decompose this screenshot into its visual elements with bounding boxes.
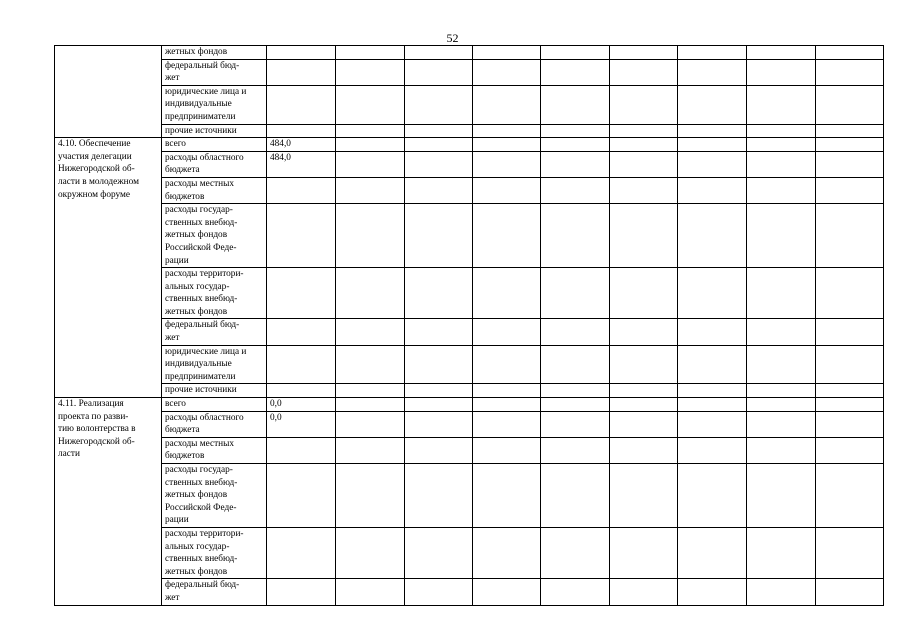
empty-cell	[610, 527, 678, 578]
table-row	[55, 398, 884, 412]
empty-cell	[541, 579, 610, 605]
empty-cell	[747, 398, 816, 412]
empty-cell	[541, 59, 610, 85]
text-line: жет	[165, 333, 180, 344]
empty-cell	[747, 319, 816, 345]
empty-cell	[541, 177, 610, 203]
empty-cell	[678, 177, 747, 203]
empty-cell	[541, 527, 610, 578]
amount-cell	[267, 437, 336, 463]
empty-cell	[336, 59, 405, 85]
empty-cell	[610, 138, 678, 152]
source-cell	[162, 59, 267, 85]
table-row	[55, 464, 884, 528]
text-line: бюджета	[165, 165, 200, 176]
empty-cell	[541, 345, 610, 384]
empty-cell	[816, 384, 884, 398]
amount-cell	[267, 345, 336, 384]
table-row	[55, 85, 884, 124]
text-line: всего	[165, 399, 186, 410]
empty-cell	[336, 411, 405, 437]
empty-cell	[678, 384, 747, 398]
empty-cell	[678, 411, 747, 437]
empty-cell	[336, 268, 405, 319]
text-line: жет	[165, 592, 180, 603]
source-cell	[162, 398, 267, 412]
empty-cell	[405, 268, 473, 319]
empty-cell	[405, 124, 473, 138]
empty-cell	[541, 411, 610, 437]
text-line: прочие источники	[165, 125, 237, 136]
empty-cell	[405, 177, 473, 203]
empty-cell	[747, 437, 816, 463]
empty-cell	[541, 384, 610, 398]
empty-cell	[816, 124, 884, 138]
empty-cell	[336, 398, 405, 412]
empty-cell	[610, 345, 678, 384]
empty-cell	[816, 437, 884, 463]
source-cell	[162, 138, 267, 152]
text-line: рации	[165, 515, 189, 526]
empty-cell	[405, 437, 473, 463]
empty-cell	[747, 384, 816, 398]
empty-cell	[405, 138, 473, 152]
empty-cell	[405, 411, 473, 437]
amount-cell	[267, 124, 336, 138]
empty-cell	[336, 464, 405, 528]
empty-cell	[747, 59, 816, 85]
table-row	[55, 579, 884, 605]
empty-cell	[473, 204, 541, 268]
empty-cell	[473, 411, 541, 437]
amount-cell	[267, 527, 336, 578]
amount-cell	[267, 319, 336, 345]
empty-cell	[610, 204, 678, 268]
empty-cell	[336, 138, 405, 152]
empty-cell	[336, 204, 405, 268]
empty-cell	[747, 124, 816, 138]
text-line: предприниматели	[165, 371, 236, 382]
text-line: рации	[165, 255, 189, 266]
text-line: 4.10. Обеспечение	[58, 139, 131, 150]
empty-cell	[541, 124, 610, 138]
empty-cell	[541, 138, 610, 152]
empty-cell	[473, 527, 541, 578]
text-line: жетных фондов	[165, 47, 228, 57]
text-line: бюджета	[165, 425, 200, 436]
empty-cell	[336, 345, 405, 384]
empty-cell	[816, 138, 884, 152]
text-line: бюджетов	[165, 451, 205, 462]
empty-cell	[405, 527, 473, 578]
empty-cell	[473, 319, 541, 345]
source-cell	[162, 204, 267, 268]
program-cell	[55, 398, 162, 606]
empty-cell	[473, 85, 541, 124]
text-line: ласти в молодежном	[58, 176, 140, 187]
empty-cell	[816, 85, 884, 124]
table-row	[55, 384, 884, 398]
empty-cell	[336, 579, 405, 605]
empty-cell	[747, 268, 816, 319]
empty-cell	[816, 204, 884, 268]
text-line: расходы государ-	[165, 465, 233, 475]
empty-cell	[747, 464, 816, 528]
empty-cell	[610, 85, 678, 124]
text-line: юридические лица и	[165, 346, 247, 357]
empty-cell	[678, 398, 747, 412]
empty-cell	[747, 46, 816, 60]
empty-cell	[473, 345, 541, 384]
empty-cell	[678, 464, 747, 528]
table-row	[55, 151, 884, 177]
empty-cell	[610, 46, 678, 60]
table-row	[55, 319, 884, 345]
source-cell	[162, 319, 267, 345]
program-cell	[55, 138, 162, 398]
empty-cell	[405, 345, 473, 384]
text-line: расходы областного	[165, 152, 244, 163]
empty-cell	[610, 124, 678, 138]
table-row	[55, 345, 884, 384]
empty-cell	[678, 527, 747, 578]
amount-cell: 0,0	[267, 411, 336, 437]
text-line: расходы государ-	[165, 205, 233, 216]
empty-cell	[678, 437, 747, 463]
text-line: федеральный бюд-	[165, 320, 240, 331]
text-line: расходы местных	[165, 178, 235, 189]
table-row	[55, 268, 884, 319]
text-line: прочие источники	[165, 385, 237, 396]
empty-cell	[541, 151, 610, 177]
source-cell	[162, 151, 267, 177]
empty-cell	[541, 85, 610, 124]
text-line: тию волонтерства в	[58, 424, 136, 435]
empty-cell	[336, 527, 405, 578]
table-row	[55, 527, 884, 578]
empty-cell	[610, 411, 678, 437]
text-line: расходы территори-	[165, 528, 244, 539]
source-cell	[162, 437, 267, 463]
empty-cell	[678, 204, 747, 268]
text-line: Российской Феде-	[165, 242, 237, 253]
source-cell	[162, 527, 267, 578]
empty-cell	[473, 59, 541, 85]
table-row	[55, 411, 884, 437]
empty-cell	[473, 177, 541, 203]
empty-cell	[473, 268, 541, 319]
empty-cell	[541, 398, 610, 412]
empty-cell	[541, 46, 610, 60]
empty-cell	[473, 579, 541, 605]
empty-cell	[816, 177, 884, 203]
text-line: расходы местных	[165, 438, 235, 449]
empty-cell	[816, 579, 884, 605]
empty-cell	[405, 464, 473, 528]
empty-cell	[541, 319, 610, 345]
empty-cell	[405, 59, 473, 85]
amount-cell	[267, 85, 336, 124]
empty-cell	[747, 527, 816, 578]
amount-cell	[267, 579, 336, 605]
text-line: федеральный бюд-	[165, 60, 240, 71]
text-line: ственных внебюд-	[165, 294, 238, 305]
empty-cell	[678, 151, 747, 177]
source-cell	[162, 464, 267, 528]
empty-cell	[336, 384, 405, 398]
empty-cell	[336, 124, 405, 138]
text-line: Российской Феде-	[165, 502, 237, 513]
empty-cell	[816, 411, 884, 437]
text-line: федеральный бюд-	[165, 580, 240, 591]
text-line: Нижегородской об-	[58, 436, 135, 447]
empty-cell	[678, 85, 747, 124]
amount-cell	[267, 46, 336, 60]
empty-cell	[405, 579, 473, 605]
empty-cell	[610, 464, 678, 528]
empty-cell	[405, 85, 473, 124]
text-line: жетных фондов	[165, 566, 228, 577]
empty-cell	[473, 464, 541, 528]
text-line: альных государ-	[165, 281, 230, 292]
source-cell	[162, 411, 267, 437]
empty-cell	[473, 46, 541, 60]
amount-cell	[267, 59, 336, 85]
text-line: 4.11. Реализация	[58, 399, 124, 410]
empty-cell	[610, 437, 678, 463]
empty-cell	[473, 138, 541, 152]
text-line: юридические лица и	[165, 86, 247, 97]
empty-cell	[816, 151, 884, 177]
text-line: жетных фондов	[165, 306, 228, 317]
empty-cell	[541, 437, 610, 463]
empty-cell	[678, 46, 747, 60]
text-line: ственных внебюд-	[165, 217, 238, 228]
text-line: ласти	[58, 449, 80, 460]
empty-cell	[816, 398, 884, 412]
table-row	[55, 46, 884, 60]
empty-cell	[405, 151, 473, 177]
empty-cell	[405, 384, 473, 398]
amount-cell	[267, 268, 336, 319]
empty-cell	[678, 124, 747, 138]
table-row	[55, 177, 884, 203]
empty-cell	[678, 579, 747, 605]
empty-cell	[473, 384, 541, 398]
source-cell	[162, 177, 267, 203]
empty-cell	[816, 59, 884, 85]
empty-cell	[336, 46, 405, 60]
amount-cell: 484,0	[267, 138, 336, 152]
empty-cell	[610, 398, 678, 412]
empty-cell	[747, 204, 816, 268]
empty-cell	[816, 319, 884, 345]
empty-cell	[678, 345, 747, 384]
amount-cell	[267, 464, 336, 528]
text-line: проекта по разви-	[58, 411, 129, 422]
amount-cell: 484,0	[267, 151, 336, 177]
empty-cell	[747, 85, 816, 124]
amount-cell: 0,0	[267, 398, 336, 412]
empty-cell	[816, 268, 884, 319]
empty-cell	[747, 177, 816, 203]
empty-cell	[610, 177, 678, 203]
table-row	[55, 204, 884, 268]
table-row	[55, 59, 884, 85]
table-body	[55, 46, 884, 606]
text-line: ственных внебюд-	[165, 477, 238, 488]
text-line: жетных фондов	[165, 490, 228, 501]
empty-cell	[678, 268, 747, 319]
empty-cell	[610, 268, 678, 319]
empty-cell	[610, 319, 678, 345]
empty-cell	[405, 319, 473, 345]
source-cell	[162, 124, 267, 138]
amount-cell	[267, 384, 336, 398]
empty-cell	[405, 398, 473, 412]
empty-cell	[336, 151, 405, 177]
empty-cell	[405, 46, 473, 60]
empty-cell	[541, 204, 610, 268]
empty-cell	[473, 437, 541, 463]
text-line: расходы областного	[165, 412, 244, 423]
text-line: ственных внебюд-	[165, 554, 238, 565]
empty-cell	[541, 268, 610, 319]
source-cell	[162, 85, 267, 124]
empty-cell	[336, 177, 405, 203]
empty-cell	[610, 384, 678, 398]
text-line: индивидуальные	[165, 359, 232, 370]
source-cell	[162, 384, 267, 398]
text-line: участия делегации	[58, 151, 132, 162]
program-cell	[55, 46, 162, 138]
empty-cell	[541, 464, 610, 528]
empty-cell	[747, 411, 816, 437]
table-row	[55, 437, 884, 463]
text-line: жетных фондов	[165, 230, 228, 241]
source-cell	[162, 268, 267, 319]
table-row	[55, 138, 884, 152]
source-cell	[162, 579, 267, 605]
text-line: окружном форуме	[58, 189, 131, 200]
empty-cell	[747, 138, 816, 152]
amount-cell	[267, 204, 336, 268]
text-line: расходы территори-	[165, 269, 244, 280]
budget-table	[54, 45, 884, 606]
empty-cell	[336, 85, 405, 124]
empty-cell	[747, 579, 816, 605]
empty-cell	[473, 124, 541, 138]
empty-cell	[405, 204, 473, 268]
page-number: 52	[446, 31, 459, 45]
text-line: индивидуальные	[165, 99, 232, 110]
text-line: Нижегородской об-	[58, 164, 135, 175]
amount-cell	[267, 177, 336, 203]
text-line: бюджетов	[165, 191, 205, 202]
empty-cell	[336, 319, 405, 345]
empty-cell	[816, 527, 884, 578]
empty-cell	[610, 59, 678, 85]
text-line: предприниматели	[165, 111, 236, 122]
empty-cell	[678, 138, 747, 152]
empty-cell	[678, 59, 747, 85]
empty-cell	[816, 46, 884, 60]
empty-cell	[336, 437, 405, 463]
text-line: всего	[165, 139, 186, 150]
text-line: жет	[165, 73, 180, 84]
empty-cell	[473, 151, 541, 177]
empty-cell	[610, 151, 678, 177]
empty-cell	[747, 345, 816, 384]
empty-cell	[816, 464, 884, 528]
empty-cell	[610, 579, 678, 605]
source-cell	[162, 46, 267, 60]
source-cell	[162, 345, 267, 384]
empty-cell	[747, 151, 816, 177]
empty-cell	[678, 319, 747, 345]
table-row	[55, 124, 884, 138]
empty-cell	[816, 345, 884, 384]
empty-cell	[473, 398, 541, 412]
text-line: альных государ-	[165, 541, 230, 552]
